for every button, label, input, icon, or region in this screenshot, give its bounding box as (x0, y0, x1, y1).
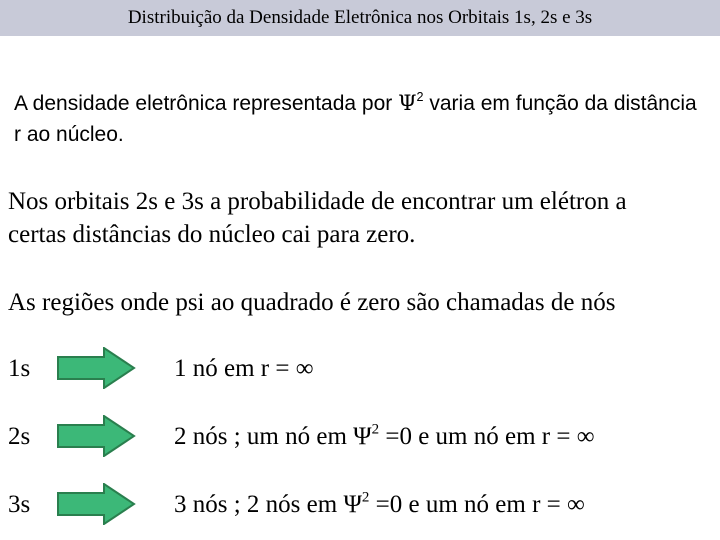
orbital-label-2s: 2s (8, 423, 31, 450)
orbital-label-1s: 1s (8, 355, 31, 382)
psi-exponent: 2 (371, 421, 380, 438)
nodes-definition: As regiões onde psi ao quadrado é zero são chamadas de nós (8, 289, 616, 316)
arrow-right-icon (56, 347, 136, 389)
page-title: Distribuição da Densidade Eletrônica nos Orbitais 1s, 2s e 3s (127, 7, 593, 28)
orbital-desc-2s (174, 422, 595, 452)
intro-line-1 (14, 88, 697, 119)
intro-text-1: A densidade eletrônica representada por (14, 92, 399, 115)
orbital-desc-3s-b: =0 e um nó em r = ∞ (369, 491, 585, 518)
orbital-desc-2s-a: 2 nós ; um nó em Ψ (174, 423, 372, 450)
intro-text-2: varia em função da distância (423, 92, 697, 115)
zero-probability-line-1: Nos orbitais 2s e 3s a probabilidade de encontrar um elétron a (8, 188, 627, 215)
intro-line-2: r ao núcleo. (14, 123, 124, 146)
psi-exponent: 2 (416, 90, 424, 105)
orbital-desc-3s (174, 490, 585, 520)
orbital-desc-1s: 1 nó em r = ∞ (174, 355, 314, 382)
title-bar (0, 0, 720, 36)
arrow-right-icon (56, 415, 136, 457)
orbital-desc-3s-a: 3 nós ; 2 nós em Ψ (174, 491, 362, 518)
zero-probability-line-2: certas distâncias do núcleo cai para zero. (8, 221, 416, 248)
psi-symbol: Ψ (398, 91, 417, 115)
psi-exponent: 2 (361, 489, 370, 506)
arrow-right-icon (56, 483, 136, 525)
orbital-label-3s: 3s (8, 491, 31, 518)
orbital-desc-2s-b: =0 e um nó em r = ∞ (379, 423, 595, 450)
